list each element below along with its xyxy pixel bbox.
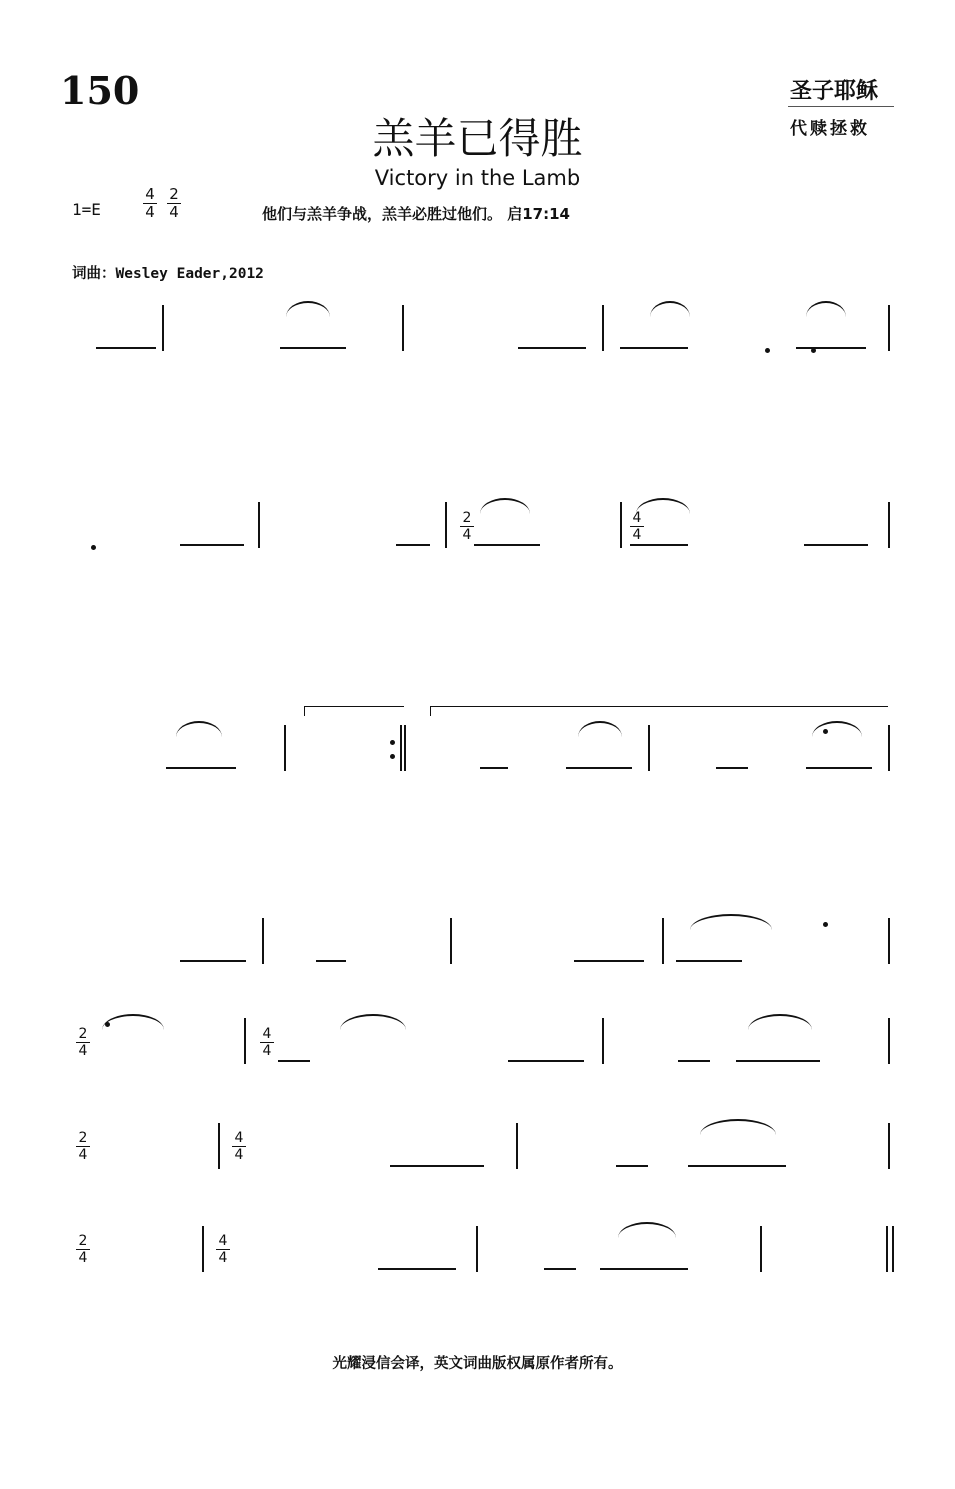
time-signature-numerator: 4 <box>630 510 644 527</box>
bar-line <box>620 502 622 548</box>
beam-underline <box>804 544 868 546</box>
hymn-number: 150 <box>60 68 140 113</box>
time-signature-change <box>76 1130 90 1163</box>
beam-underline <box>630 544 688 546</box>
beam-underline <box>616 1165 648 1167</box>
time-signature-2-4: 2 4 <box>167 186 181 221</box>
time-signature-numerator: 4 <box>232 1130 246 1147</box>
volta-1-tick <box>304 706 305 716</box>
time-signature-numerator: 2 <box>76 1130 90 1147</box>
scripture-verse: 他们与羔羊争战，羔羊必胜过他们。 启17:14 <box>262 205 570 223</box>
key-signature: 1=E <box>72 200 101 219</box>
time-signature-change <box>460 510 474 543</box>
bar-line <box>760 1226 762 1272</box>
tie-slur <box>480 498 530 514</box>
tie-slur <box>806 301 846 317</box>
time-signature-denominator: 4 <box>218 1250 228 1266</box>
time-signature-denominator: 4 <box>462 527 472 543</box>
bar-line <box>262 918 264 964</box>
tie-slur <box>340 1014 406 1030</box>
beam-underline <box>544 1268 576 1270</box>
beam-underline <box>796 347 866 349</box>
time-signature-numerator: 2 <box>76 1233 90 1250</box>
beam-underline <box>390 1165 484 1167</box>
beam-underline <box>480 767 508 769</box>
time-signature-denominator: 4 <box>78 1147 88 1163</box>
tie-slur <box>102 1014 164 1030</box>
volta-2-tick <box>430 706 431 716</box>
bar-line <box>516 1123 518 1169</box>
bar-line <box>662 918 664 964</box>
beam-underline <box>96 347 156 349</box>
time-signature-change <box>232 1130 246 1163</box>
bar-line <box>886 1226 888 1272</box>
bar-line <box>402 305 404 351</box>
hymn-title: 羔羊已得胜 <box>372 114 583 163</box>
beam-underline <box>180 960 246 962</box>
tie-slur <box>700 1119 776 1135</box>
bar-line <box>202 1226 204 1272</box>
hymn-subtitle: Victory in the Lamb <box>374 166 581 190</box>
subcategory-label: 代赎拯救 <box>790 119 870 139</box>
bar-line <box>450 918 452 964</box>
time-signature-denominator: 4 <box>234 1147 244 1163</box>
time-signature-numerator: 4 <box>260 1026 274 1043</box>
time-signature-change <box>76 1233 90 1266</box>
tie-slur <box>176 721 222 737</box>
beam-underline <box>736 1060 820 1062</box>
beam-underline <box>518 347 586 349</box>
tie-slur <box>690 914 772 930</box>
time-signature-numerator: 2 <box>76 1026 90 1043</box>
lower-octave-dot <box>91 545 96 550</box>
beam-underline <box>676 960 742 962</box>
bar-line <box>445 502 447 548</box>
volta-1-bracket <box>304 706 404 707</box>
bar-line <box>476 1226 478 1272</box>
bar-line <box>888 305 890 351</box>
time-signature-denominator: 4 <box>262 1043 272 1059</box>
bar-line <box>602 1018 604 1064</box>
bar-line <box>244 1018 246 1064</box>
tie-slur <box>748 1014 812 1030</box>
beam-underline <box>566 767 632 769</box>
author-credit: 词曲：Wesley Eader,2012 <box>72 266 264 282</box>
time-signature-change <box>630 510 644 543</box>
time-signature-denominator: 4 <box>78 1250 88 1266</box>
repeat-dot <box>390 740 395 745</box>
tie-slur <box>636 498 690 514</box>
beam-underline <box>574 960 644 962</box>
beam-underline <box>620 347 688 349</box>
bar-line <box>888 918 890 964</box>
repeat-dot <box>390 754 395 759</box>
tie-slur <box>812 721 862 737</box>
tie-slur <box>618 1222 676 1238</box>
beam-underline <box>280 347 346 349</box>
lower-octave-dot <box>765 348 770 353</box>
tie-slur <box>578 721 622 737</box>
beam-underline <box>316 960 346 962</box>
bar-line <box>284 725 286 771</box>
upper-octave-dot <box>823 922 828 927</box>
beam-underline <box>278 1060 310 1062</box>
time-signature-numerator: 4 <box>216 1233 230 1250</box>
bar-line <box>602 305 604 351</box>
beam-underline <box>474 544 540 546</box>
bar-line <box>400 725 402 771</box>
copyright-footer: 光耀浸信会译，英文词曲版权属原作者所有。 <box>332 1356 623 1372</box>
beam-underline <box>806 767 872 769</box>
category-label: 圣子耶稣 <box>790 79 879 104</box>
beam-underline <box>508 1060 584 1062</box>
beam-underline <box>678 1060 710 1062</box>
beam-underline <box>716 767 748 769</box>
tie-slur <box>650 301 690 317</box>
volta-2-bracket <box>430 706 888 707</box>
time-signature-change <box>76 1026 90 1059</box>
tie-slur <box>286 301 330 317</box>
beam-underline <box>378 1268 456 1270</box>
bar-line <box>888 502 890 548</box>
bar-line <box>162 305 164 351</box>
beam-underline <box>688 1165 786 1167</box>
time-signature-change <box>260 1026 274 1059</box>
time-signature-change <box>216 1233 230 1266</box>
bar-line <box>892 1226 894 1272</box>
bar-line <box>888 725 890 771</box>
bar-line <box>404 725 406 771</box>
bar-line <box>258 502 260 548</box>
time-signature-numerator: 2 <box>460 510 474 527</box>
bar-line <box>218 1123 220 1169</box>
bar-line <box>888 1018 890 1064</box>
time-signature-denominator: 4 <box>78 1043 88 1059</box>
time-signature-denominator: 4 <box>632 527 642 543</box>
beam-underline <box>166 767 236 769</box>
bar-line <box>648 725 650 771</box>
bar-line <box>888 1123 890 1169</box>
beam-underline <box>180 544 244 546</box>
beam-underline <box>396 544 430 546</box>
time-signature-4-4: 4 4 <box>143 186 157 221</box>
beam-underline <box>600 1268 688 1270</box>
